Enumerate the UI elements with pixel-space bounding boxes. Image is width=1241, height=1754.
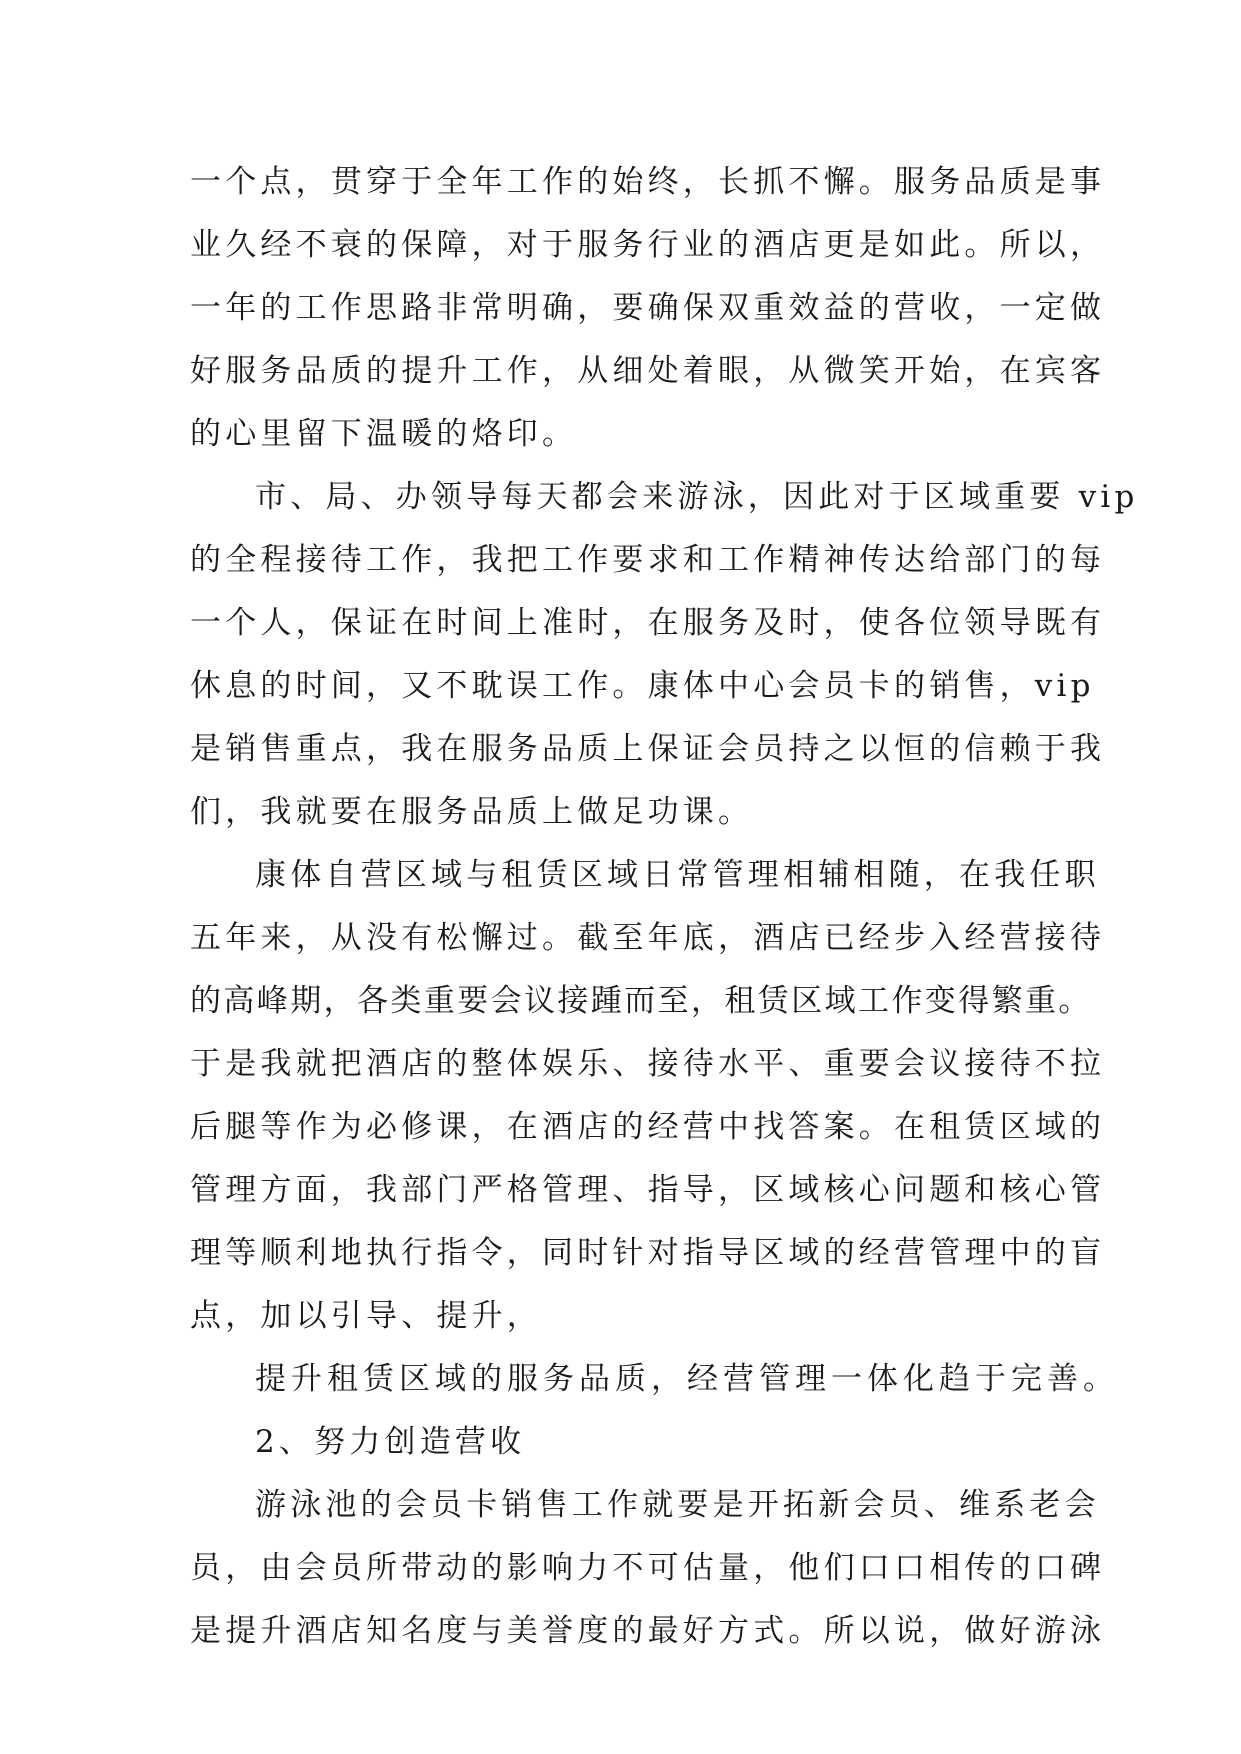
text-line: 后腿等作为必修课，在酒店的经营中找答案。在租赁区域的 bbox=[190, 1109, 1106, 1145]
text-line: 理等顺利地执行指令，同时针对指导区域的经营管理中的盲 bbox=[190, 1235, 1106, 1271]
text-line: 一年的工作思路非常明确，要确保双重效益的营收，一定做 bbox=[190, 290, 1106, 326]
text-line: 们，我就要在服务品质上做足功课。 bbox=[190, 794, 754, 830]
text-line: 休息的时间，又不耽误工作。康体中心会员卡的销售，vip bbox=[190, 668, 1095, 704]
text-line: 好服务品质的提升工作，从细处着眼，从微笑开始，在宾客 bbox=[190, 353, 1106, 389]
text-line: 的心里留下温暖的烙印。 bbox=[190, 416, 578, 452]
text-line: 五年来，从没有松懈过。截至年底，酒店已经步入经营接待 bbox=[190, 920, 1106, 956]
text-line: 市、局、办领导每天都会来游泳，因此对于区域重要 vip bbox=[255, 479, 1139, 515]
text-line: 康体自营区域与租赁区域日常管理相辅相随，在我任职 bbox=[255, 857, 1100, 893]
text-line: 于是我就把酒店的整体娱乐、接待水平、重要会议接待不拉 bbox=[190, 1046, 1106, 1082]
text-line: 是销售重点，我在服务品质上保证会员持之以恒的信赖于我 bbox=[190, 731, 1106, 767]
text-line: 游泳池的会员卡销售工作就要是开拓新会员、维系老会 bbox=[255, 1487, 1100, 1523]
section-heading: 2、努力创造营收 bbox=[255, 1424, 526, 1460]
text-line: 管理方面，我部门严格管理、指导，区域核心问题和核心管 bbox=[190, 1172, 1106, 1208]
text-line: 点，加以引导、提升， bbox=[190, 1298, 542, 1334]
text-line: 的全程接待工作，我把工作要求和工作精神传达给部门的每 bbox=[190, 542, 1106, 578]
text-line: 员，由会员所带动的影响力不可估量，他们口口相传的口碑 bbox=[190, 1550, 1106, 1586]
text-line: 业久经不衰的保障，对于服务行业的酒店更是如此。所以， bbox=[190, 227, 1106, 263]
text-line: 一个人，保证在时间上准时，在服务及时，使各位领导既有 bbox=[190, 605, 1106, 641]
text-line: 的高峰期，各类重要会议接踵而至，租赁区域工作变得繁重。 bbox=[190, 983, 1092, 1019]
text-line: 提升租赁区域的服务品质，经营管理一体化趋于完善。 bbox=[255, 1361, 1119, 1397]
text-line: 一个点，贯穿于全年工作的始终，长抓不懈。服务品质是事 bbox=[190, 164, 1106, 200]
text-line: 是提升酒店知名度与美誉度的最好方式。所以说，做好游泳 bbox=[190, 1613, 1106, 1649]
